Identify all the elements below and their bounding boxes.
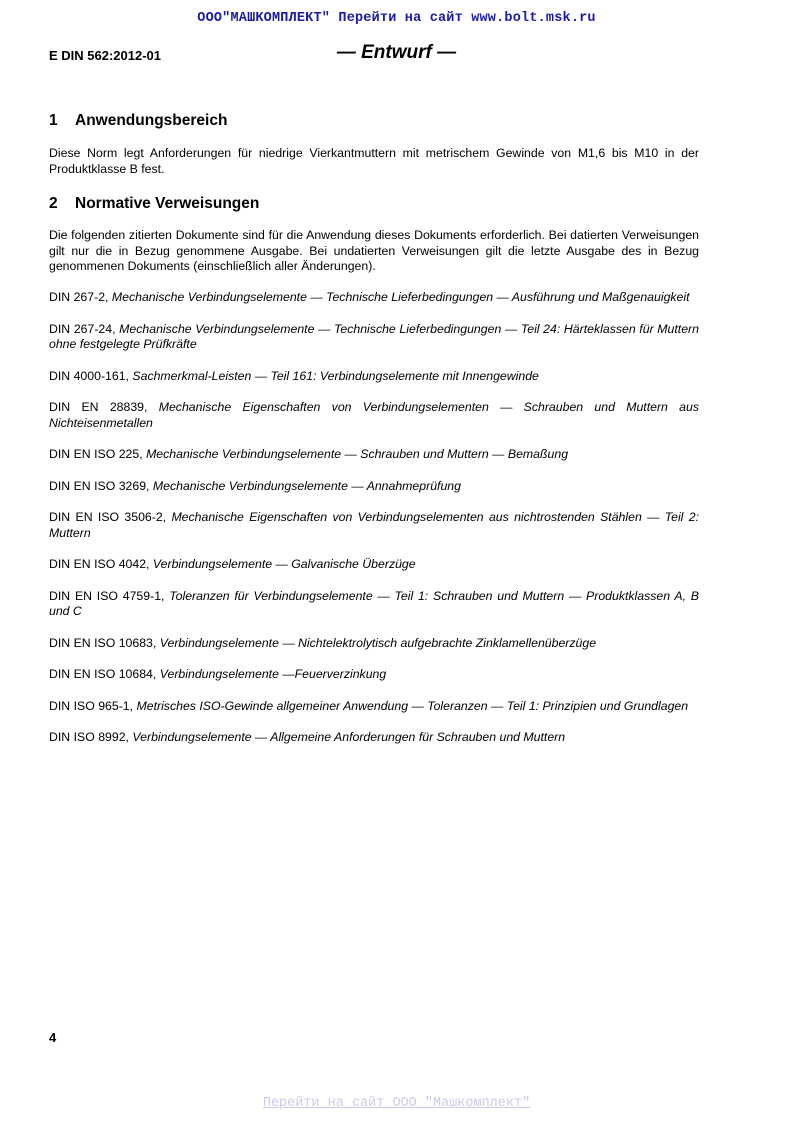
reference-title: Mechanische Eigenschaften von Verbindungselementen aus nichtrostenden Stählen — Teil 2: Muttern xyxy=(49,510,699,540)
reference-code: DIN 267-24, xyxy=(49,321,116,336)
page-number: 4 xyxy=(49,1030,57,1045)
reference-item xyxy=(49,400,699,431)
reference-item xyxy=(49,589,699,620)
section-number: 1 xyxy=(49,112,58,129)
reference-title: Mechanische Verbindungselemente — Schrauben und Muttern — Bemaßung xyxy=(146,447,569,461)
reference-code: DIN EN ISO 10684, xyxy=(49,667,157,681)
reference-title: Mechanische Verbindungselemente — Annahmeprüfung xyxy=(152,478,461,493)
section-title: Normative Verweisungen xyxy=(75,195,260,212)
reference-title: Sachmerkmal-Leisten — Teil 161: Verbindungselemente mit Innengewinde xyxy=(132,368,539,383)
reference-item xyxy=(49,369,699,385)
site-link-bottom[interactable]: Перейти на сайт ООО "Машкомплект" xyxy=(262,1096,531,1111)
reference-code: DIN ISO 8992, xyxy=(49,730,129,744)
reference-item xyxy=(49,699,699,715)
reference-code: DIN EN ISO 10683, xyxy=(49,635,157,650)
reference-title: Mechanische Eigenschaften von Verbindungselementen — Schrauben und Muttern aus Nichteisenmetallen xyxy=(49,400,699,430)
reference-title: Toleranzen für Verbindungselemente — Teil 1: Schrauben und Muttern — Produktklassen A, B und C xyxy=(49,588,700,618)
site-link-top[interactable]: ООО"МАШКОМПЛЕКТ" Перейти на сайт www.bolt.msk.ru xyxy=(197,11,596,26)
draft-label: — Entwurf — xyxy=(336,42,457,63)
reference-code: DIN 4000-161, xyxy=(49,368,129,383)
reference-code: DIN EN ISO 3506-2, xyxy=(49,510,167,524)
reference-code: DIN EN ISO 3269, xyxy=(49,478,150,493)
normative-references-list xyxy=(49,290,699,746)
reference-code: DIN EN ISO 4759-1, xyxy=(49,588,165,603)
reference-title: Verbindungselemente — Nichtelektrolytisch aufgebrachte Zinklamellenüberzüge xyxy=(159,635,597,650)
reference-item xyxy=(49,636,699,652)
standard-number: E DIN 562:2012-01 xyxy=(49,48,162,63)
section-number: 2 xyxy=(49,195,58,212)
section-1-heading xyxy=(49,112,227,130)
reference-title: Mechanische Verbindungselemente — Technische Lieferbedingungen — Ausführung und Maßgenauigkeit xyxy=(111,290,690,304)
reference-item xyxy=(49,290,699,306)
reference-code: DIN ISO 965-1, xyxy=(49,698,134,713)
reference-item xyxy=(49,730,699,746)
reference-item xyxy=(49,322,699,353)
reference-title: Verbindungselemente —Feuerverzinkung xyxy=(159,667,387,681)
reference-item xyxy=(49,667,699,683)
reference-item xyxy=(49,510,699,541)
reference-item xyxy=(49,479,699,495)
reference-title: Metrisches ISO-Gewinde allgemeiner Anwendung — Toleranzen — Teil 1: Prinzipien und Grundlagen xyxy=(136,698,689,713)
section-2-paragraph: Die folgenden zitierten Dokumente sind für die Anwendung dieses Dokuments erforderlich. Bei datierten Verweisungen gilt nur die in Bezug genommene Ausgabe. Bei undatierten Verweisungen gilt die letzte Ausgabe des in Bezug genommenen Dokuments (einschließlich aller Änderungen). xyxy=(49,228,699,273)
reference-code: DIN EN ISO 225, xyxy=(49,447,143,461)
reference-item xyxy=(49,557,699,573)
reference-code: DIN 267-2, xyxy=(49,290,109,304)
reference-code: DIN EN ISO 4042, xyxy=(49,557,150,571)
section-2-heading xyxy=(49,195,259,213)
reference-title: Mechanische Verbindungselemente — Technische Lieferbedingungen — Teil 24: Härteklassen für Muttern ohne festgelegte Prüfkräfte xyxy=(49,321,699,351)
section-1-paragraph: Diese Norm legt Anforderungen für niedrige Vierkantmuttern mit metrischem Gewinde von M1,6 bis M10 in der Produktklasse B fest. xyxy=(49,146,699,176)
reference-title: Verbindungselemente — Allgemeine Anforderungen für Schrauben und Muttern xyxy=(132,730,566,744)
reference-code: DIN EN 28839, xyxy=(49,400,148,414)
reference-title: Verbindungselemente — Galvanische Überzüge xyxy=(152,557,416,571)
section-title: Anwendungsbereich xyxy=(75,112,228,129)
reference-item xyxy=(49,447,699,463)
